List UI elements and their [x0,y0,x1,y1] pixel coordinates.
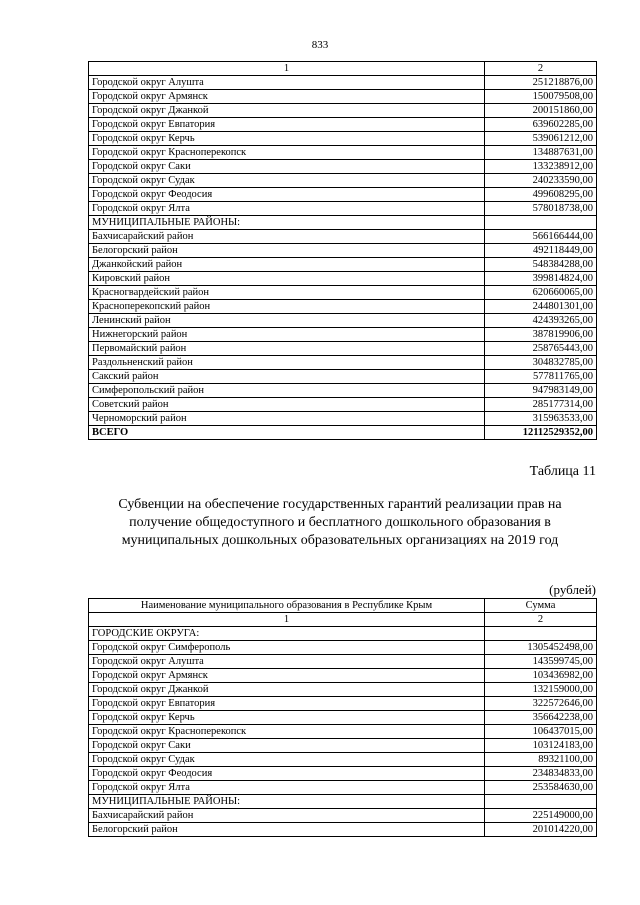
units-label: (рублей) [549,582,596,597]
row-name: Городской округ Саки [89,160,485,174]
row-name: Городской округ Феодосия [89,767,485,781]
subsidy-table-continued [88,61,597,440]
row-value: 566166444,00 [485,230,597,244]
row-name: Городской округ Красноперекопск [89,146,485,160]
table-row [89,384,597,398]
column-title-row [89,599,597,613]
row-name: Сакский район [89,370,485,384]
table-row [89,781,597,795]
row-name: Черноморский район [89,412,485,426]
row-value: 578018738,00 [485,202,597,216]
row-name: Бахчисарайский район [89,809,485,823]
row-name: Городской округ Керчь [89,711,485,725]
row-name: Городской округ Алушта [89,655,485,669]
table-row [89,370,597,384]
row-value: 499608295,00 [485,188,597,202]
row-value: 258765443,00 [485,342,597,356]
row-value: 285177314,00 [485,398,597,412]
total-label: ВСЕГО [89,426,485,440]
table-row [89,118,597,132]
row-name: Белогорский район [89,823,485,837]
table-row [89,683,597,697]
table-row [89,823,597,837]
row-value: 89321100,00 [485,753,597,767]
table-row [89,174,597,188]
row-name: Раздольненский район [89,356,485,370]
column-title-amount: Сумма [485,599,597,613]
total-row [89,426,597,440]
row-value: 200151860,00 [485,104,597,118]
page-number: 833 [311,39,329,51]
table-row [89,767,597,781]
row-name: Кировский район [89,272,485,286]
table-row [89,244,597,258]
row-name: Городской округ Саки [89,739,485,753]
table-row [89,412,597,426]
row-name: Первомайский район [89,342,485,356]
row-value: 620660065,00 [485,286,597,300]
row-name: Городской округ Судак [89,753,485,767]
row-value: 1305452498,00 [485,641,597,655]
row-value: 947983149,00 [485,384,597,398]
row-value: 424393265,00 [485,314,597,328]
table-row [89,725,597,739]
table-row [89,160,597,174]
row-name: Ленинский район [89,314,485,328]
column-number-row [89,613,597,627]
row-value [485,627,597,641]
row-name: Городской округ Евпатория [89,118,485,132]
table-row [89,328,597,342]
table-row [89,641,597,655]
column-number-row [89,62,597,76]
table-row [89,90,597,104]
row-value: 387819906,00 [485,328,597,342]
row-name: Городской округ Алушта [89,76,485,90]
row-value [485,795,597,809]
table-row [89,314,597,328]
row-name: Городской округ Джанкой [89,683,485,697]
table-row [89,188,597,202]
row-name: Городской округ Армянск [89,669,485,683]
row-value: 399814824,00 [485,272,597,286]
row-value: 577811765,00 [485,370,597,384]
table-row [89,753,597,767]
row-name: Городской округ Джанкой [89,104,485,118]
row-value: 103124183,00 [485,739,597,753]
table-row [89,398,597,412]
row-name: Городской округ Евпатория [89,697,485,711]
row-name: Симферопольский район [89,384,485,398]
row-value: 134887631,00 [485,146,597,160]
table-row [89,669,597,683]
row-value: 150079508,00 [485,90,597,104]
row-name: Советский район [89,398,485,412]
table-row [89,258,597,272]
row-name: Городской округ Ялта [89,781,485,795]
row-value: 103436982,00 [485,669,597,683]
row-name: Белогорский район [89,244,485,258]
row-value: 201014220,00 [485,823,597,837]
row-value: 322572646,00 [485,697,597,711]
row-value: 548384288,00 [485,258,597,272]
row-value: 132159000,00 [485,683,597,697]
table-row [89,202,597,216]
row-name: Городской округ Симферополь [89,641,485,655]
row-name: Нижнегорский район [89,328,485,342]
row-value: 304832785,00 [485,356,597,370]
table-row [89,627,597,641]
row-name: Красногвардейский район [89,286,485,300]
table-row [89,230,597,244]
row-value: 315963533,00 [485,412,597,426]
table-row [89,272,597,286]
table-title: Субвенции на обеспечение государственных гарантий реализации прав на получение общедоступного и бесплатного дошкольного образования в муниципальных дошкольных образовательных организациях на 2019 год [118,497,562,548]
row-value: 251218876,00 [485,76,597,90]
table-row [89,697,597,711]
table-row [89,809,597,823]
row-value: 356642238,00 [485,711,597,725]
row-value: 639602285,00 [485,118,597,132]
subsidy-table-preschool [88,598,597,837]
row-value: 234834833,00 [485,767,597,781]
row-value: 244801301,00 [485,300,597,314]
row-name: ГОРОДСКИЕ ОКРУГА: [89,627,485,641]
table-row [89,655,597,669]
row-value: 492118449,00 [485,244,597,258]
table-row [89,711,597,725]
table-row [89,739,597,753]
row-name: Городской округ Ялта [89,202,485,216]
table-body [89,599,597,837]
column-number-2: 2 [485,62,597,76]
row-value: 539061212,00 [485,132,597,146]
total-value: 12112529352,00 [485,426,597,440]
table-row [89,146,597,160]
table-row [89,300,597,314]
row-value: 106437015,00 [485,725,597,739]
row-name: Бахчисарайский район [89,230,485,244]
table-body [89,62,597,440]
table-row [89,216,597,230]
table-row [89,76,597,90]
table-row [89,795,597,809]
row-name: Городской округ Армянск [89,90,485,104]
row-value: 225149000,00 [485,809,597,823]
table-row [89,356,597,370]
row-name: МУНИЦИПАЛЬНЫЕ РАЙОНЫ: [89,216,485,230]
table-row [89,342,597,356]
row-name: Красноперекопский район [89,300,485,314]
row-value: 143599745,00 [485,655,597,669]
column-number-2: 2 [485,613,597,627]
table-row [89,286,597,300]
row-name: Городской округ Феодосия [89,188,485,202]
table-caption: Таблица 11 [529,464,596,479]
row-value: 133238912,00 [485,160,597,174]
row-name: Городской округ Керчь [89,132,485,146]
column-number-1: 1 [89,62,485,76]
column-title-name: Наименование муниципального образования в Республике Крым [89,599,485,613]
row-name: Джанкойский район [89,258,485,272]
table-row [89,104,597,118]
row-value [485,216,597,230]
row-name: Городской округ Судак [89,174,485,188]
row-value: 253584630,00 [485,781,597,795]
column-number-1: 1 [89,613,485,627]
row-name: МУНИЦИПАЛЬНЫЕ РАЙОНЫ: [89,795,485,809]
row-value: 240233590,00 [485,174,597,188]
row-name: Городской округ Красноперекопск [89,725,485,739]
table-row [89,132,597,146]
